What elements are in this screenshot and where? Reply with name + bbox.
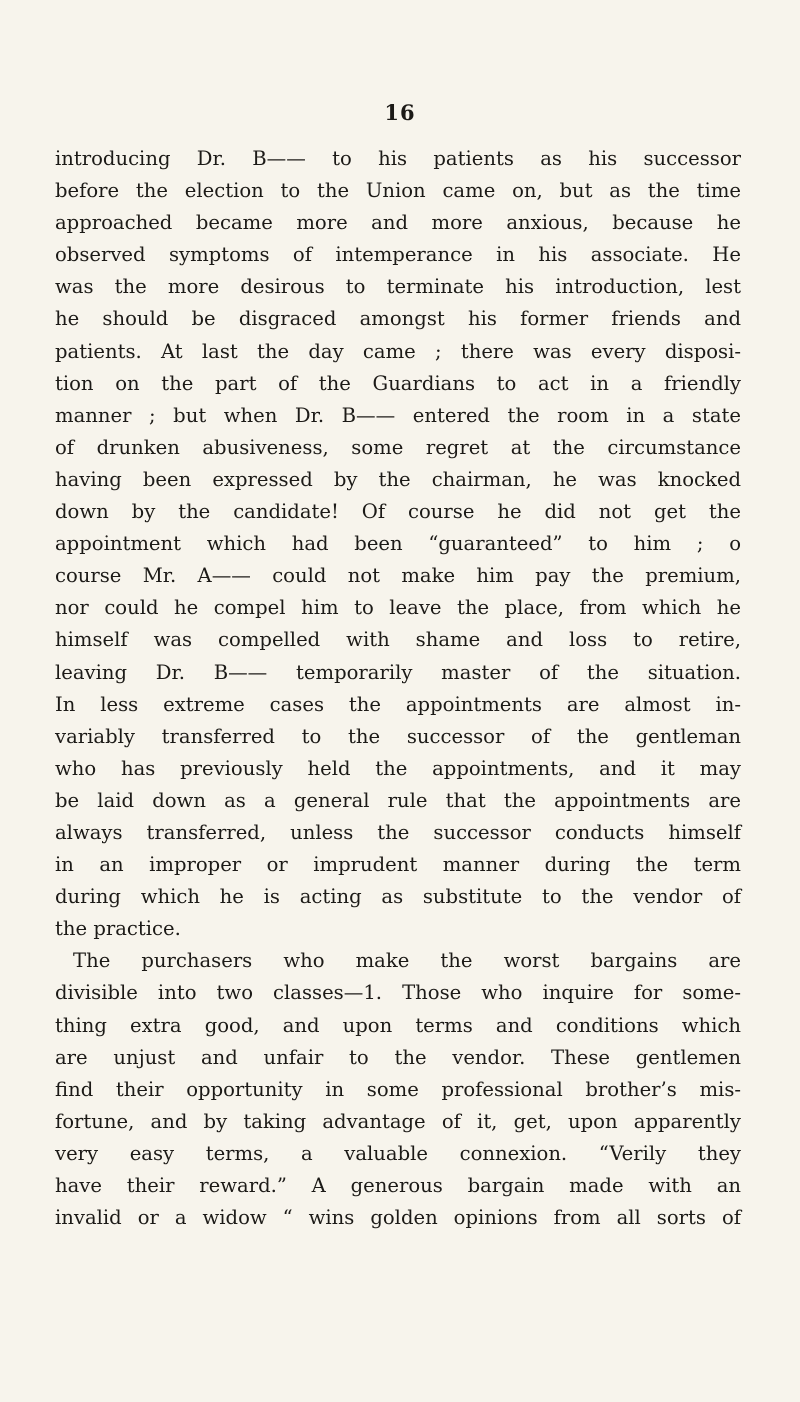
text-line: the practice.	[55, 917, 181, 941]
text-line: who has previously held the appointments, and it may	[55, 756, 741, 780]
text-line: approached became more and more anxious, because he	[55, 211, 741, 235]
text-line: divisible into two classes—1. Those who inquire for some-	[55, 981, 741, 1005]
text-line: be laid down as a general rule that the appointments are	[55, 788, 741, 812]
text-line: are unjust and unfair to the vendor. These gentlemen	[55, 1045, 741, 1069]
text-line: down by the candidate! Of course he did not get the	[55, 500, 741, 524]
text-line: tion on the part of the Guardians to act in a friendly	[55, 371, 741, 395]
text-line: very easy terms, a valuable connexion. “Verily they	[55, 1141, 741, 1165]
text-line: The purchasers who make the worst bargains are	[73, 949, 741, 973]
text-line: himself was compelled with shame and loss to retire,	[55, 628, 741, 652]
text-line: observed symptoms of intemperance in his associate. He	[55, 243, 741, 267]
text-line: during which he is acting as substitute to the vendor of	[55, 885, 741, 909]
text-line: nor could he compel him to leave the place, from which he	[55, 596, 741, 620]
text-line: of drunken abusiveness, some regret at the circumstance	[55, 435, 741, 459]
text-line: having been expressed by the chairman, he was knocked	[55, 467, 741, 491]
body-text	[55, 143, 741, 1234]
page-number: 16	[384, 100, 416, 125]
text-line: he should be disgraced amongst his former friends and	[55, 307, 741, 331]
text-line: before the election to the Union came on, but as the time	[55, 179, 741, 203]
text-line: in an improper or imprudent manner during the term	[55, 853, 741, 877]
text-line: variably transferred to the successor of the gentleman	[55, 724, 741, 748]
text-line: In less extreme cases the appointments are almost in-	[55, 692, 741, 716]
text-line: fortune, and by taking advantage of it, get, upon apparently	[55, 1109, 741, 1133]
text-line: was the more desirous to terminate his introduction, lest	[55, 275, 741, 299]
text-line: find their opportunity in some professional brother’s mis-	[55, 1077, 741, 1101]
text-line: always transferred, unless the successor conducts himself	[55, 820, 741, 844]
text-line: introducing Dr. B—— to his patients as his successor	[55, 147, 741, 170]
text-line: patients. At last the day came ; there was every disposi-	[55, 339, 741, 363]
text-line: thing extra good, and upon terms and conditions which	[55, 1013, 741, 1037]
text-line: leaving Dr. B—— temporarily master of the situation.	[55, 660, 741, 684]
text-line: manner ; but when Dr. B—— entered the room in a state	[55, 403, 741, 427]
text-line: have their reward.” A generous bargain made with an	[55, 1174, 741, 1197]
text-line: appointment which had been “guaranteed” to him ; o	[55, 532, 741, 556]
text-line: course Mr. A—— could not make him pay the premium,	[55, 564, 741, 588]
text-line: invalid or a widow “ wins golden opinions from all sorts of	[55, 1206, 741, 1230]
